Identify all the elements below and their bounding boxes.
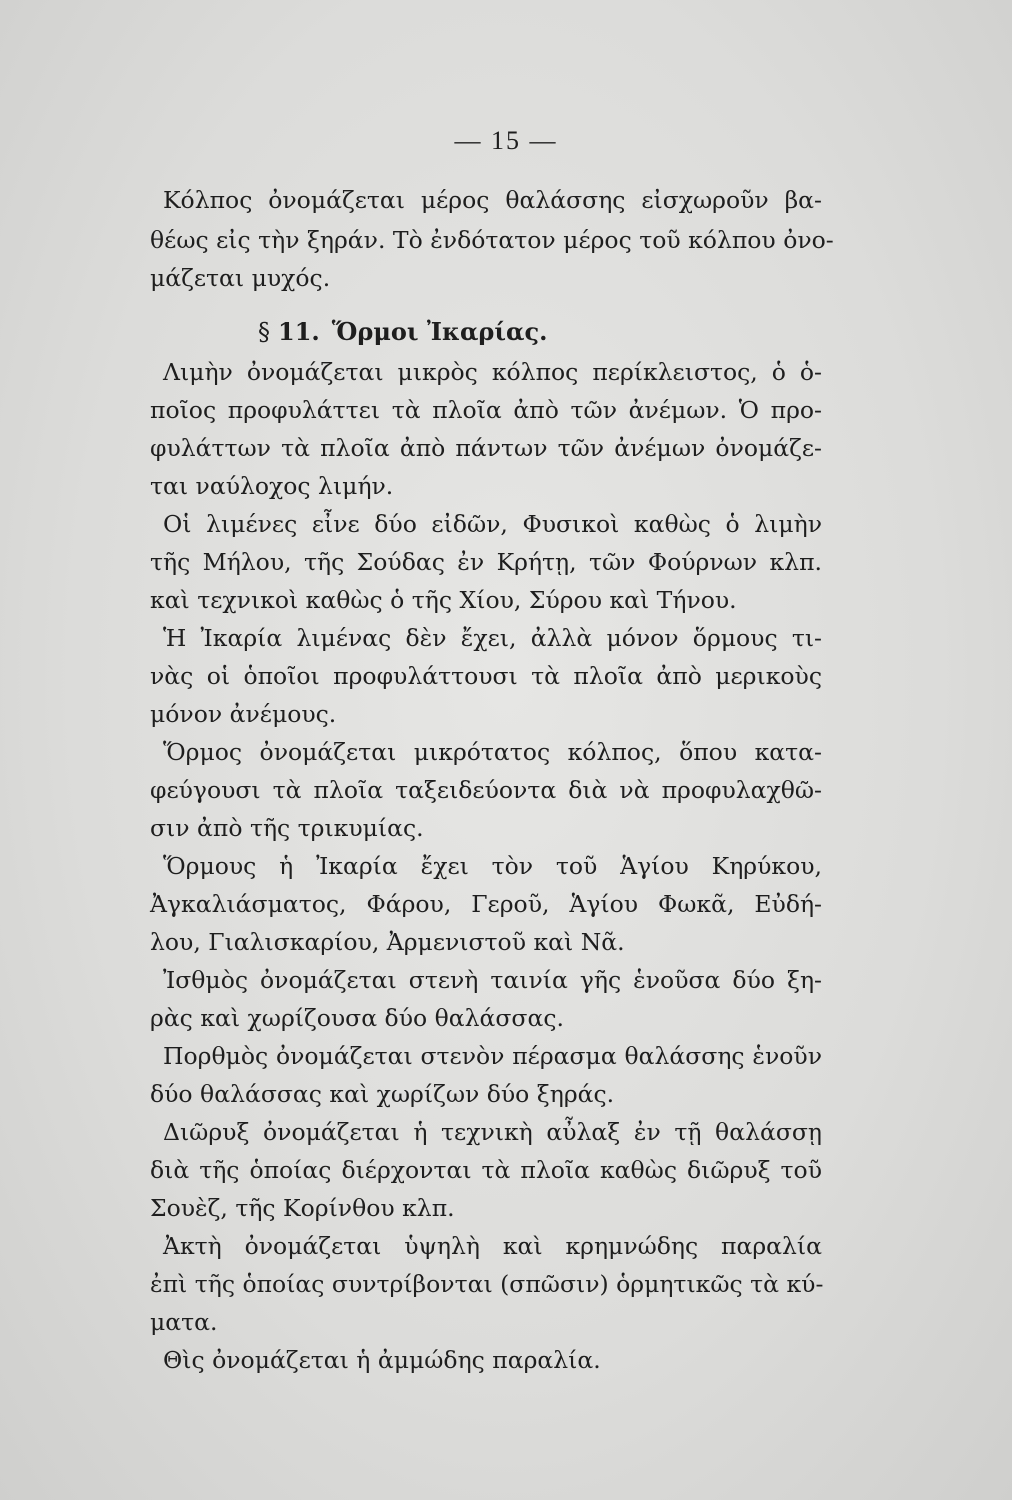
text-line: Σουὲζ, τῆς Κορίνθου κλπ.	[150, 1194, 455, 1222]
text-line: Λιμὴν ὀνομάζεται μικρὸς κόλπος περίκλειστος, ὁ ὁ-	[163, 358, 822, 386]
text-line: Ἰσθμὸς ὀνομάζεται στενὴ ταινία γῆς ἑνοῦσα δύο ξη-	[163, 966, 822, 994]
text-line: ἐπὶ τῆς ὁποίας συντρίβονται (σπῶσιν) ὁρμητικῶς τὰ κύ-	[150, 1270, 824, 1298]
text-line: Οἱ λιμένες εἶνε δύο εἰδῶν, Φυσικοὶ καθὼς ὁ λιμὴν	[163, 510, 822, 538]
text-line: Πορθμὸς ὀνομάζεται στενὸν πέρασμα θαλάσσης ἑνοῦν	[163, 1042, 822, 1070]
text-line: μάζεται μυχός.	[150, 264, 331, 292]
text-line: ποῖος προφυλάττει τὰ πλοῖα ἀπὸ τῶν ἀνέμων. Ὁ προ-	[150, 396, 822, 424]
text-line: Θὶς ὀνομάζεται ἡ ἀμμώδης παραλία.	[163, 1346, 601, 1374]
text-line: μόνον ἀνέμους.	[150, 700, 337, 728]
text-line: Ὅρμος ὀνομάζεται μικρότατος κόλπος, ὅπου κατα-	[163, 738, 822, 766]
text-line: καὶ τεχνικοὶ καθὼς ὁ τῆς Χίου, Σύρου καὶ Τήνου.	[150, 586, 737, 614]
text-line: τῆς Μήλου, τῆς Σούδας ἐν Κρήτῃ, τῶν Φούρνων κλπ.	[150, 548, 822, 576]
text-line: Ἡ Ἰκαρία λιμένας δὲν ἔχει, ἀλλὰ μόνον ὅρμους τι-	[163, 624, 822, 652]
section-number: 11.	[278, 317, 320, 346]
text-line: φυλάττων τὰ πλοῖα ἀπὸ πάντων τῶν ἀνέμων ὀνομάζε-	[150, 434, 822, 462]
text-line: διὰ τῆς ὁποίας διέρχονται τὰ πλοῖα καθὼς διῶρυξ τοῦ	[150, 1156, 822, 1184]
page-number: — 15 —	[454, 126, 558, 155]
text-line: λου, Γιαλισκαρίου, Ἀρμενιστοῦ καὶ Νᾶ.	[150, 928, 625, 956]
text-line: Ὅρμους ἡ Ἰκαρία ἔχει τὸν τοῦ Ἁγίου Κηρύκου,	[163, 852, 822, 880]
text-line: ρὰς καὶ χωρίζουσα δύο θαλάσσας.	[150, 1004, 564, 1032]
text-line: φεύγουσι τὰ πλοῖα ταξειδεύοντα διὰ νὰ προφυλαχθῶ-	[150, 776, 822, 804]
text-line: θέως εἰς τὴν ξηράν. Τὸ ἐνδότατον μέρος τοῦ κόλπου ὀνο-	[150, 226, 834, 254]
text-line: νὰς οἱ ὁποῖοι προφυλάττουσι τὰ πλοῖα ἀπὸ μερικοὺς	[150, 662, 822, 690]
section-sign: §	[258, 318, 270, 346]
section-title: Ὅρμοι Ἰκαρίας.	[331, 317, 548, 346]
text-line: σιν ἀπὸ τῆς τρικυμίας.	[150, 814, 424, 842]
text-line: Ἀκτὴ ὀνομάζεται ὑψηλὴ καὶ κρημνώδης παραλία	[163, 1232, 822, 1260]
section-heading	[258, 312, 547, 352]
text-line: δύο θαλάσσας καὶ χωρίζων δύο ξηράς.	[150, 1080, 615, 1108]
text-line: ματα.	[150, 1308, 218, 1336]
text-line: Ἀγκαλιάσματος, Φάρου, Γεροῦ, Ἁγίου Φωκᾶ, Εὐδή-	[150, 890, 822, 918]
text-line: Κόλπος ὀνομάζεται μέρος θαλάσσης εἰσχωροῦν βα-	[163, 186, 822, 214]
text-line: Διῶρυξ ὀνομάζεται ἡ τεχνικὴ αὖλαξ ἐν τῇ θαλάσσῃ	[163, 1118, 822, 1146]
text-line: ται ναύλοχος λιμήν.	[150, 472, 394, 500]
